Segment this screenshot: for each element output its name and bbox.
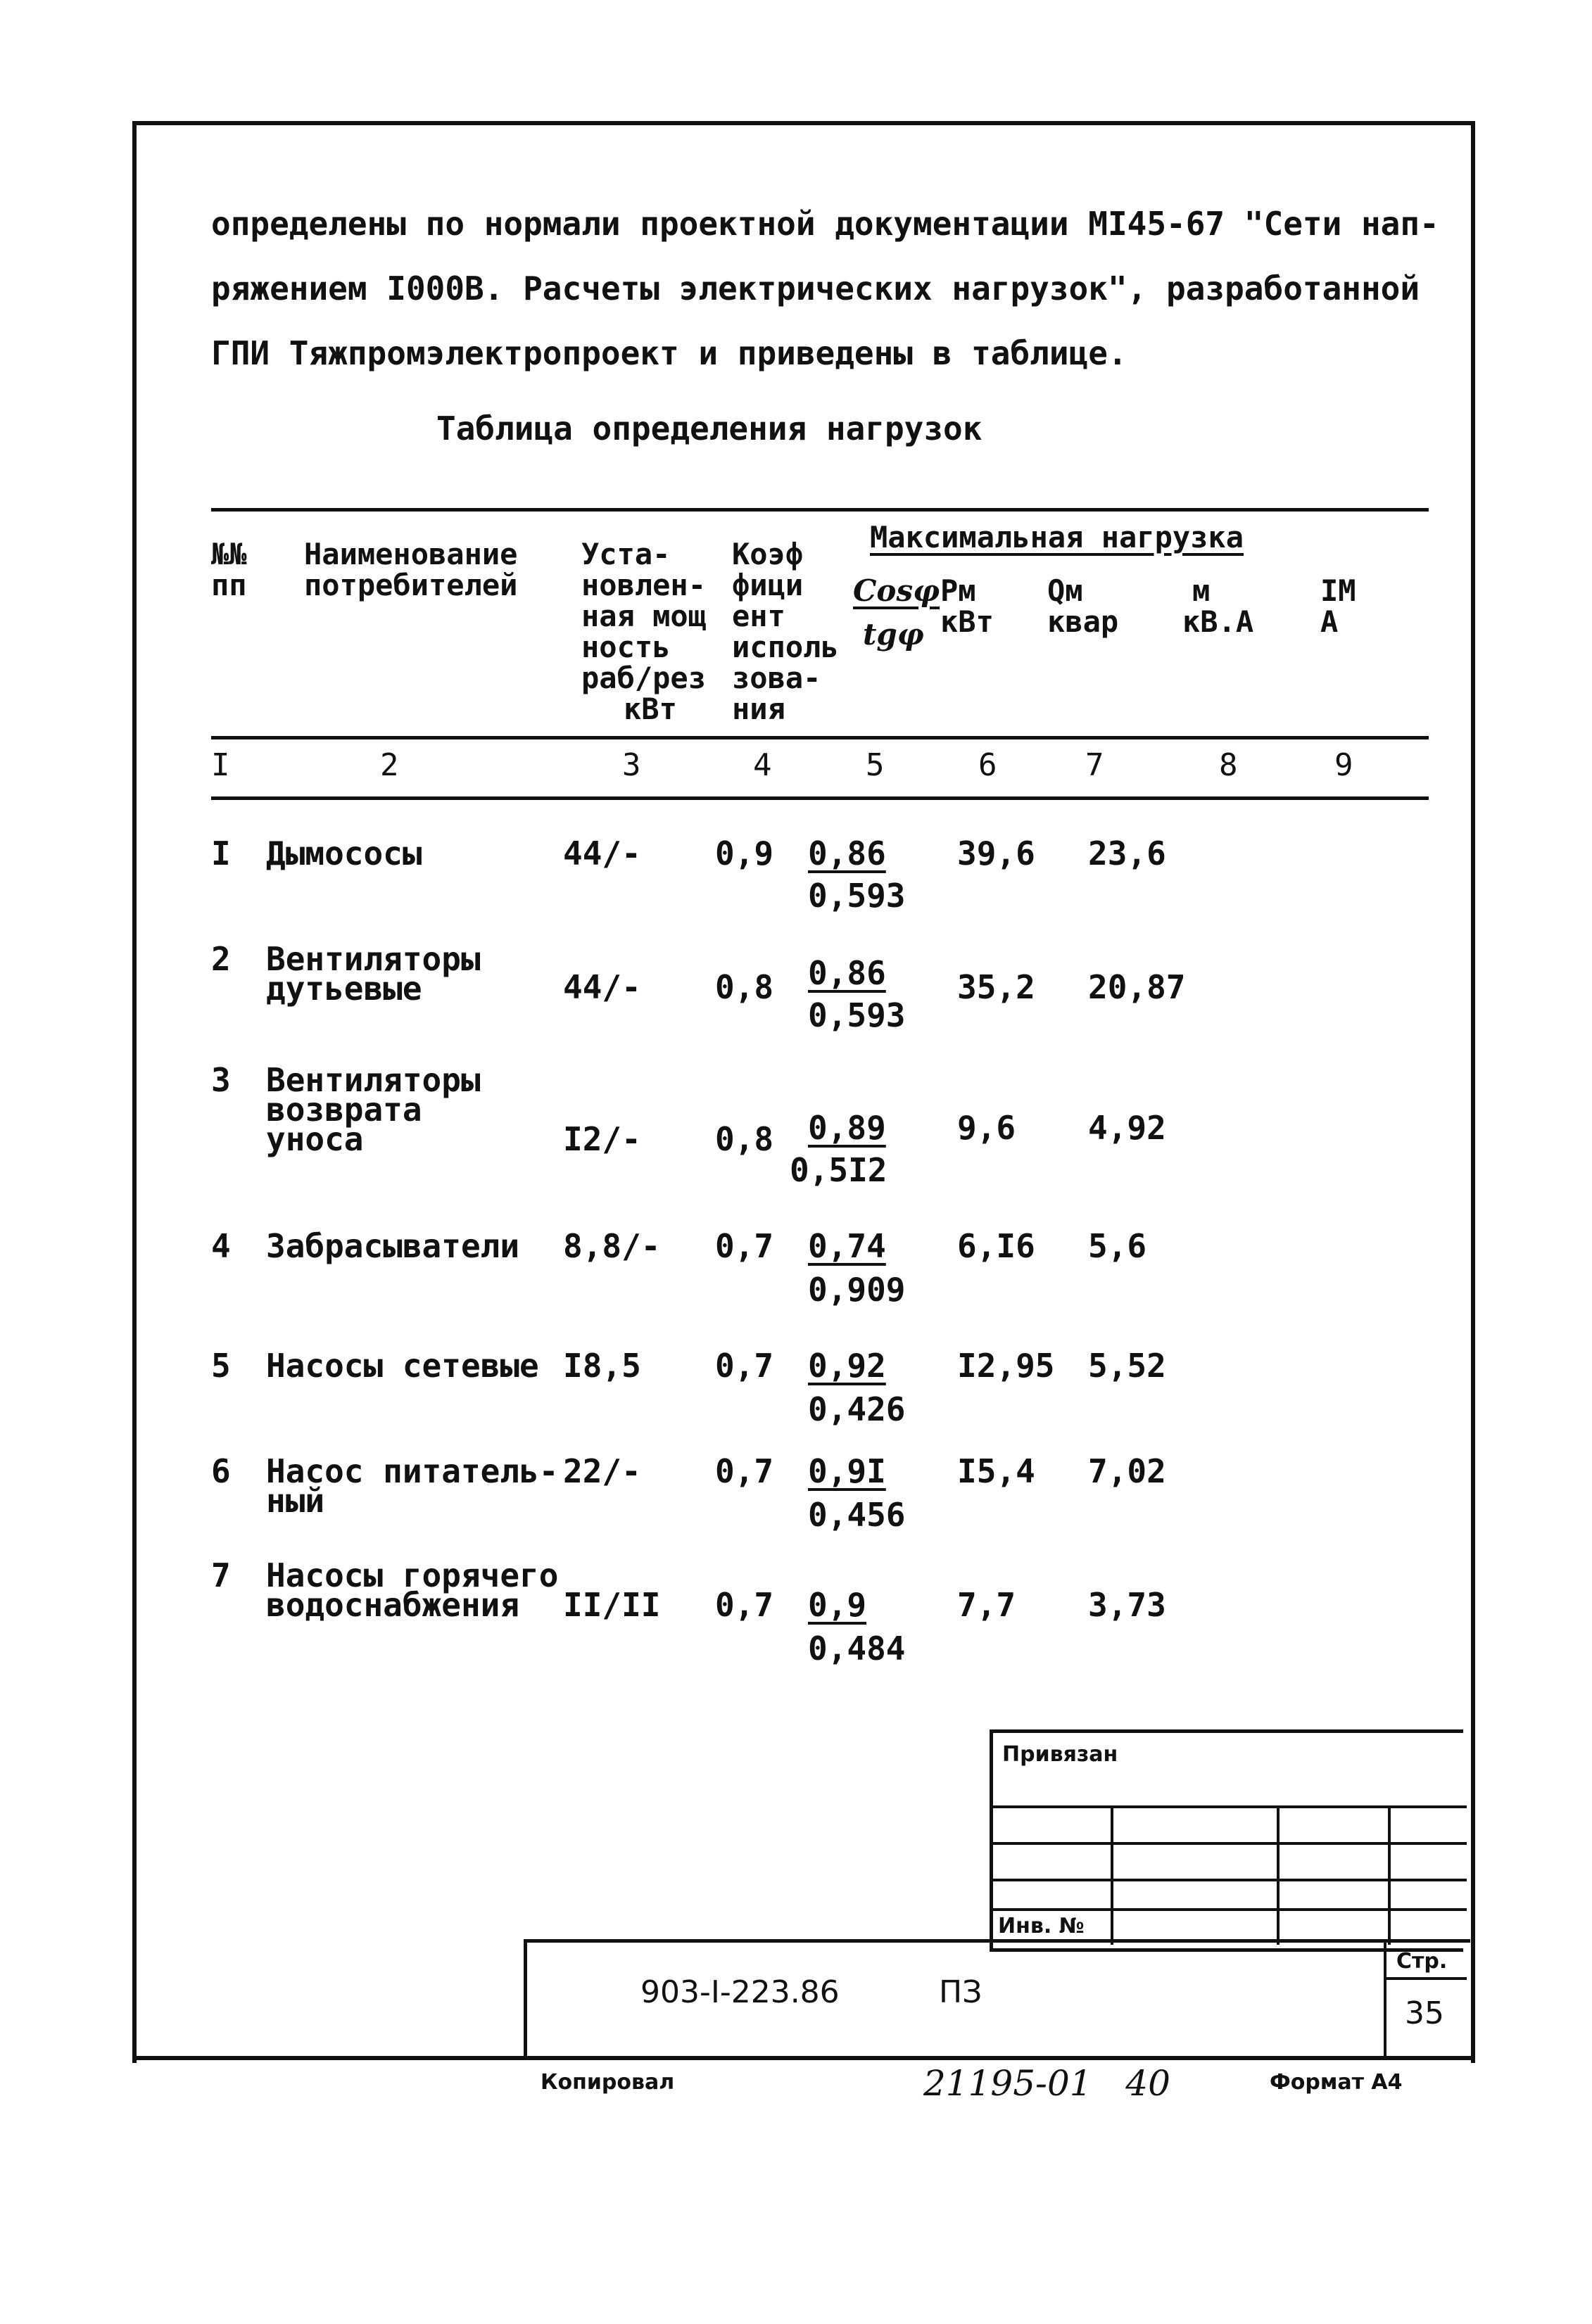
row7-power: II/II (563, 1586, 661, 1624)
header-coef-line-4: исполь (732, 630, 839, 664)
stamp-hline-3 (990, 1879, 1467, 1881)
header-coef-line-5: зова- (732, 661, 821, 695)
row1-power: 44/- (563, 834, 641, 872)
row5-pm: I2,95 (957, 1347, 1055, 1385)
row5-name (266, 1347, 539, 1385)
header-max-load: Максимальная нагрузка (870, 520, 1244, 554)
header-name (304, 539, 517, 601)
row2-power: 44/- (563, 968, 641, 1006)
row4-qm: 5,6 (1088, 1227, 1147, 1265)
header-power-line-4: ность (581, 630, 671, 664)
stamp-doc-type: ПЗ (939, 1974, 983, 2010)
row3-coef: 0,8 (715, 1120, 774, 1158)
row2-no: 2 (211, 940, 231, 978)
stamp-page-number: 35 (1405, 1995, 1444, 2031)
row1-pm: 39,6 (957, 834, 1035, 872)
row7-cos: 0,9 (808, 1586, 867, 1624)
stamp-vline-2 (1277, 1805, 1280, 1945)
row1-name-line-1: Дымососы (266, 834, 422, 872)
row2-coef: 0,8 (715, 968, 774, 1006)
row3-name-line-2: возврата (266, 1091, 422, 1129)
row6-name (266, 1452, 559, 1520)
header-pm-line-1: Pм (940, 573, 976, 608)
header-im (1320, 573, 1356, 639)
row3-name-line-3: уноса (266, 1120, 364, 1158)
row3-power: I2/- (563, 1120, 641, 1158)
header-coef-line-3: ент (732, 599, 785, 633)
header-sm-line-1: м (1192, 573, 1211, 608)
row7-pm: 7,7 (957, 1586, 1016, 1624)
header-coef (732, 539, 839, 725)
header-power-line-2: новлен- (581, 568, 707, 602)
header-qm-line-2: квар (1047, 604, 1119, 639)
row6-no: 6 (211, 1452, 231, 1490)
header-power-line-5: раб/рез (581, 661, 707, 695)
colnum-8: 8 (1219, 747, 1238, 783)
header-no (211, 539, 247, 601)
table-title: Таблица определения нагрузок (436, 409, 983, 447)
row3-no: 3 (211, 1061, 231, 1099)
stamp-page-divider (1384, 1939, 1386, 2056)
colnum-1: I (211, 747, 230, 783)
intro-line-3: ГПИ Тяжпромэлектропроект и приведены в таблице. (211, 334, 1127, 372)
row4-pm: 6,I6 (957, 1227, 1035, 1265)
header-qm (1047, 573, 1119, 639)
row7-name-line-1: Насосы горячего (266, 1556, 559, 1594)
row6-power: 22/- (563, 1452, 641, 1490)
colnum-9: 9 (1334, 747, 1353, 783)
row3-pm: 9,6 (957, 1109, 1016, 1147)
row5-cos: 0,92 (808, 1347, 886, 1385)
row5-no: 5 (211, 1347, 231, 1385)
row2-name (266, 940, 481, 1008)
stamp-privyazan-label: Привязан (1002, 1742, 1118, 1767)
row5-qm: 5,52 (1088, 1347, 1166, 1385)
header-coef-line-1: Коэф (732, 537, 804, 571)
row3-tg: 0,5I2 (790, 1151, 887, 1189)
row1-name (266, 834, 422, 872)
row1-tg: 0,593 (808, 877, 906, 915)
colnum-5: 5 (866, 747, 885, 783)
header-sm-line-2: кВ.А (1182, 604, 1254, 639)
row4-cos: 0,74 (808, 1227, 886, 1265)
row5-name-line-1: Насосы сетевые (266, 1347, 539, 1385)
row6-tg: 0,456 (808, 1496, 906, 1534)
footer-format-label: Формат А4 (1270, 2070, 1403, 2095)
row7-qm: 3,73 (1088, 1586, 1166, 1624)
row2-pm: 35,2 (957, 968, 1035, 1006)
row5-tg: 0,426 (808, 1390, 906, 1428)
header-power-line-3: ная мощ (581, 599, 707, 633)
row2-cos: 0,86 (808, 954, 886, 992)
stamp-hline-2 (990, 1842, 1467, 1845)
row6-qm: 7,02 (1088, 1452, 1166, 1490)
header-im-line-2: А (1320, 604, 1339, 639)
stamp-hline-4 (990, 1908, 1467, 1911)
row1-cos: 0,86 (808, 834, 886, 872)
row7-no: 7 (211, 1556, 231, 1594)
header-qm-line-1: Qм (1047, 573, 1083, 608)
row7-coef: 0,7 (715, 1586, 774, 1624)
row2-qm: 20,87 (1088, 968, 1186, 1006)
intro-line-2: ряжением I000В. Расчеты электрических нагрузок", разработанной (211, 269, 1420, 307)
row5-coef: 0,7 (715, 1347, 774, 1385)
row1-coef: 0,9 (715, 834, 774, 872)
header-name-line-1: Наименование (304, 537, 518, 571)
stamp-vline-1 (1111, 1805, 1113, 1945)
row6-name-line-1: Насос питатель- (266, 1452, 559, 1490)
row7-name-line-2: водоснабжения (266, 1586, 520, 1624)
intro-line-1: определены по нормали проектной документации МI45-67 "Сети нап- (211, 205, 1439, 243)
colnum-7: 7 (1085, 747, 1104, 783)
header-pm-line-2: кВт (940, 604, 994, 639)
intro-paragraph (211, 191, 1439, 386)
header-power (581, 539, 706, 725)
header-tg-label: tgφ (863, 617, 924, 652)
row1-qm: 23,6 (1088, 834, 1166, 872)
row6-name-line-2: ный (266, 1482, 325, 1520)
row6-pm: I5,4 (957, 1452, 1035, 1490)
header-power-line-1: Уста- (581, 537, 671, 571)
row4-no: 4 (211, 1227, 231, 1265)
row3-name (266, 1061, 481, 1158)
row4-name (266, 1227, 520, 1265)
header-no-line-2: пп (211, 568, 247, 602)
row2-name-line-2: дутьевые (266, 970, 422, 1008)
row4-coef: 0,7 (715, 1227, 774, 1265)
row4-power: 8,8/- (563, 1227, 661, 1265)
row3-name-line-1: Вентиляторы (266, 1061, 481, 1099)
row4-name-line-1: Забрасыватели (266, 1227, 520, 1265)
row6-cos: 0,9I (808, 1452, 886, 1490)
colnum-4: 4 (753, 747, 772, 783)
header-pm (940, 573, 994, 639)
stamp-vline-3 (1388, 1805, 1391, 1945)
header-no-line-1: №№ (211, 537, 247, 571)
header-im-line-1: IМ (1320, 573, 1356, 608)
footer-copied-label: Копировал (541, 2070, 675, 2095)
header-cos (853, 573, 940, 652)
table-header-rule (211, 736, 1429, 739)
row6-coef: 0,7 (715, 1452, 774, 1490)
table-colnum-rule (211, 796, 1429, 800)
stamp-page-hline (1384, 1977, 1467, 1980)
row3-qm: 4,92 (1088, 1109, 1166, 1147)
colnum-3: 3 (622, 747, 641, 783)
stamp-doc-code: 903-I-223.86 (640, 1974, 840, 2010)
row7-name (266, 1556, 559, 1624)
header-power-line-6: кВт (624, 692, 677, 726)
row2-tg: 0,593 (808, 996, 906, 1034)
header-coef-line-6: ния (732, 692, 785, 726)
footer-handwritten-number: 21195-01 40 (923, 2063, 1170, 2104)
row4-tg: 0,909 (808, 1271, 906, 1309)
header-cos-label: Cosφ (853, 573, 940, 608)
header-name-line-2: потребителей (304, 568, 518, 602)
colnum-6: 6 (978, 747, 997, 783)
stamp-inv-label: Инв. № (998, 1914, 1085, 1938)
header-coef-line-2: фици (732, 568, 804, 602)
header-sm (1182, 573, 1254, 639)
row5-power: I8,5 (563, 1347, 641, 1385)
row3-cos: 0,89 (808, 1109, 886, 1147)
row7-tg: 0,484 (808, 1630, 906, 1668)
colnum-2: 2 (380, 747, 399, 783)
row1-no: I (211, 834, 231, 872)
stamp-hline-1 (990, 1805, 1467, 1808)
row2-name-line-1: Вентиляторы (266, 940, 481, 978)
table-top-rule (211, 508, 1429, 512)
stamp-page-label: Стр. (1396, 1949, 1448, 1974)
